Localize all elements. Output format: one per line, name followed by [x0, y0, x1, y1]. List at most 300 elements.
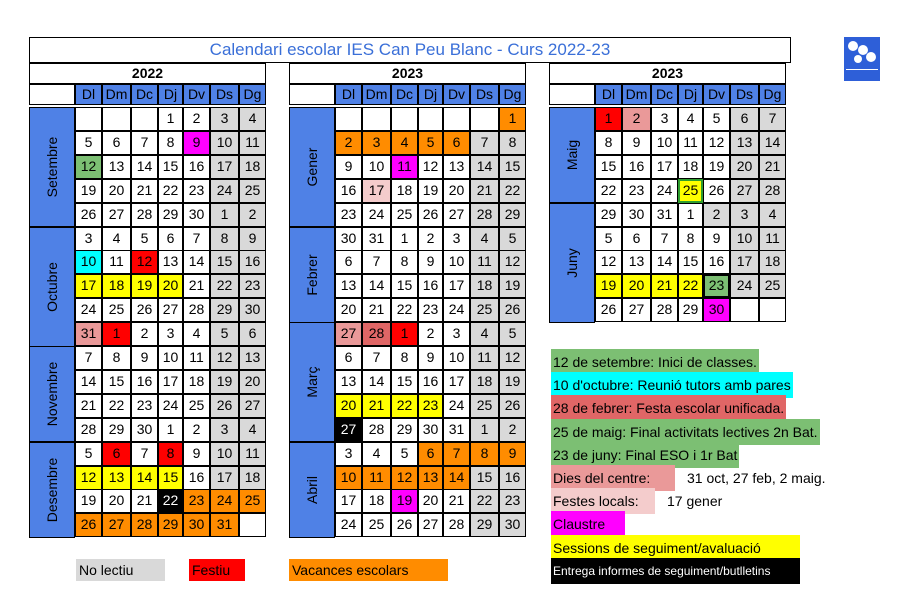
day-cell[interactable]: 16	[183, 155, 210, 179]
day-cell[interactable]: 14	[131, 466, 158, 490]
day-cell[interactable]: 22	[102, 394, 131, 418]
day-cell[interactable]: 21	[443, 489, 470, 513]
day-cell[interactable]: 15	[678, 250, 703, 274]
day-cell[interactable]: 4	[183, 322, 210, 346]
day-cell[interactable]: 5	[75, 442, 102, 466]
day-cell[interactable]: 30	[499, 513, 526, 537]
day-cell[interactable]: 16	[183, 466, 210, 490]
day-cell[interactable]: 26	[418, 203, 443, 227]
day-cell[interactable]: 25	[470, 298, 499, 322]
day-cell[interactable]: 19	[703, 155, 730, 179]
day-cell[interactable]: 22	[470, 489, 499, 513]
day-cell[interactable]: 17	[730, 250, 759, 274]
day-cell[interactable]: 11	[239, 442, 266, 466]
day-cell[interactable]: 2	[183, 418, 210, 442]
day-cell[interactable]: 24	[210, 489, 239, 513]
day-cell[interactable]: 31	[362, 227, 391, 251]
day-cell[interactable]: 26	[499, 394, 526, 418]
day-cell[interactable]: 2	[183, 107, 210, 131]
day-cell[interactable]: 23	[183, 489, 210, 513]
day-cell[interactable]: 26	[210, 394, 239, 418]
day-cell[interactable]: 10	[210, 442, 239, 466]
day-cell[interactable]: 27	[335, 418, 362, 442]
day-cell[interactable]: 16	[622, 155, 651, 179]
day-cell[interactable]: 24	[362, 203, 391, 227]
day-cell[interactable]: 27	[102, 513, 131, 537]
day-cell[interactable]: 17	[651, 155, 678, 179]
day-cell[interactable]: 2	[239, 203, 266, 227]
day-cell[interactable]: 20	[335, 298, 362, 322]
day-cell[interactable]: 19	[391, 489, 418, 513]
day-cell[interactable]: 7	[362, 346, 391, 370]
day-cell[interactable]: 3	[443, 227, 470, 251]
day-cell[interactable]: 12	[418, 155, 443, 179]
day-cell[interactable]: 20	[622, 274, 651, 298]
day-cell[interactable]: 1	[102, 322, 131, 346]
day-cell[interactable]: 14	[362, 274, 391, 298]
day-cell[interactable]: 25	[183, 394, 210, 418]
day-cell[interactable]: 16	[418, 274, 443, 298]
day-cell[interactable]: 29	[158, 513, 183, 537]
day-cell[interactable]: 11	[239, 131, 266, 155]
day-cell[interactable]: 23	[418, 394, 443, 418]
day-cell[interactable]: 10	[362, 155, 391, 179]
day-cell[interactable]: 10	[443, 250, 470, 274]
day-cell[interactable]: 15	[499, 155, 526, 179]
day-cell[interactable]: 19	[499, 274, 526, 298]
day-cell[interactable]: 7	[443, 442, 470, 466]
day-cell[interactable]: 9	[418, 250, 443, 274]
day-cell[interactable]: 28	[362, 418, 391, 442]
day-cell[interactable]: 10	[730, 227, 759, 251]
day-cell[interactable]: 30	[239, 298, 266, 322]
day-cell[interactable]: 17	[362, 179, 391, 203]
day-cell[interactable]: 6	[443, 131, 470, 155]
day-cell[interactable]: 22	[158, 489, 183, 513]
day-cell[interactable]: 20	[158, 274, 183, 298]
day-cell[interactable]: 18	[239, 155, 266, 179]
day-cell[interactable]: 18	[362, 489, 391, 513]
day-cell[interactable]: 11	[183, 346, 210, 370]
day-cell[interactable]: 8	[391, 250, 418, 274]
day-cell[interactable]: 14	[470, 155, 499, 179]
day-cell[interactable]: 28	[470, 203, 499, 227]
day-cell[interactable]: 7	[131, 442, 158, 466]
day-cell[interactable]: 6	[102, 131, 131, 155]
day-cell[interactable]: 27	[443, 203, 470, 227]
day-cell[interactable]: 22	[391, 394, 418, 418]
day-cell[interactable]: 16	[335, 179, 362, 203]
day-cell[interactable]: 11	[362, 466, 391, 490]
day-cell[interactable]: 13	[622, 250, 651, 274]
day-cell[interactable]: 28	[362, 322, 391, 346]
day-cell[interactable]: 14	[183, 250, 210, 274]
day-cell[interactable]: 9	[183, 131, 210, 155]
day-cell[interactable]: 19	[131, 274, 158, 298]
day-cell[interactable]: 1	[499, 107, 526, 131]
day-cell[interactable]: 28	[183, 298, 210, 322]
day-cell[interactable]: 17	[210, 466, 239, 490]
day-cell[interactable]: 19	[499, 370, 526, 394]
day-cell[interactable]: 17	[443, 274, 470, 298]
day-cell[interactable]: 30	[183, 513, 210, 537]
day-cell[interactable]: 27	[102, 203, 131, 227]
day-cell[interactable]: 29	[595, 203, 622, 227]
day-cell[interactable]: 23	[703, 274, 730, 298]
day-cell[interactable]: 6	[418, 442, 443, 466]
day-cell[interactable]: 5	[210, 322, 239, 346]
day-cell[interactable]: 7	[362, 250, 391, 274]
day-cell[interactable]: 12	[595, 250, 622, 274]
day-cell[interactable]: 2	[335, 131, 362, 155]
day-cell[interactable]: 23	[131, 394, 158, 418]
day-cell[interactable]: 8	[210, 227, 239, 251]
day-cell[interactable]: 2	[418, 227, 443, 251]
day-cell[interactable]: 4	[239, 107, 266, 131]
day-cell[interactable]: 15	[158, 466, 183, 490]
day-cell[interactable]: 5	[499, 322, 526, 346]
day-cell[interactable]: 20	[443, 179, 470, 203]
day-cell[interactable]: 15	[210, 250, 239, 274]
day-cell[interactable]: 16	[239, 250, 266, 274]
day-cell[interactable]: 2	[499, 418, 526, 442]
day-cell[interactable]: 11	[470, 346, 499, 370]
day-cell[interactable]: 25	[102, 298, 131, 322]
day-cell[interactable]: 24	[210, 179, 239, 203]
day-cell[interactable]: 10	[75, 250, 102, 274]
day-cell[interactable]: 30	[622, 203, 651, 227]
day-cell[interactable]: 8	[158, 131, 183, 155]
day-cell[interactable]: 16	[131, 370, 158, 394]
day-cell[interactable]: 25	[239, 489, 266, 513]
day-cell[interactable]: 26	[131, 298, 158, 322]
day-cell[interactable]: 30	[131, 418, 158, 442]
day-cell[interactable]: 12	[499, 250, 526, 274]
day-cell[interactable]: 6	[730, 107, 759, 131]
day-cell[interactable]: 10	[335, 466, 362, 490]
day-cell[interactable]: 16	[703, 250, 730, 274]
day-cell[interactable]: 21	[131, 489, 158, 513]
day-cell[interactable]: 4	[678, 107, 703, 131]
day-cell[interactable]: 20	[335, 394, 362, 418]
day-cell[interactable]: 4	[362, 442, 391, 466]
day-cell[interactable]: 4	[759, 203, 786, 227]
day-cell[interactable]: 12	[131, 250, 158, 274]
day-cell[interactable]: 20	[239, 370, 266, 394]
day-cell[interactable]: 9	[499, 442, 526, 466]
day-cell[interactable]: 19	[75, 179, 102, 203]
day-cell[interactable]: 8	[499, 131, 526, 155]
day-cell[interactable]: 22	[595, 179, 622, 203]
day-cell[interactable]: 18	[759, 250, 786, 274]
day-cell[interactable]: 21	[759, 155, 786, 179]
day-cell[interactable]	[335, 107, 362, 131]
day-cell[interactable]: 24	[75, 298, 102, 322]
day-cell[interactable]: 26	[703, 179, 730, 203]
day-cell[interactable]: 12	[75, 466, 102, 490]
day-cell[interactable]: 15	[158, 155, 183, 179]
day-cell[interactable]: 2	[703, 203, 730, 227]
day-cell[interactable]: 11	[102, 250, 131, 274]
day-cell[interactable]: 9	[183, 442, 210, 466]
day-cell[interactable]: 15	[391, 370, 418, 394]
day-cell[interactable]	[418, 107, 443, 131]
day-cell[interactable]: 1	[158, 418, 183, 442]
day-cell[interactable]: 3	[335, 442, 362, 466]
day-cell[interactable]: 14	[651, 250, 678, 274]
day-cell[interactable]: 13	[443, 155, 470, 179]
day-cell[interactable]: 2	[131, 322, 158, 346]
day-cell[interactable]	[391, 107, 418, 131]
day-cell[interactable]: 5	[418, 131, 443, 155]
day-cell[interactable]: 12	[391, 466, 418, 490]
day-cell[interactable]: 20	[418, 489, 443, 513]
day-cell[interactable]: 25	[239, 179, 266, 203]
day-cell[interactable]: 9	[418, 346, 443, 370]
day-cell[interactable]: 24	[651, 179, 678, 203]
day-cell[interactable]: 21	[362, 298, 391, 322]
day-cell[interactable]: 13	[335, 274, 362, 298]
day-cell[interactable]: 28	[443, 513, 470, 537]
day-cell[interactable]: 4	[102, 227, 131, 251]
day-cell[interactable]	[470, 107, 499, 131]
day-cell[interactable]: 18	[102, 274, 131, 298]
day-cell[interactable]: 5	[391, 442, 418, 466]
day-cell[interactable]: 5	[499, 227, 526, 251]
day-cell[interactable]: 24	[443, 394, 470, 418]
day-cell[interactable]: 12	[210, 346, 239, 370]
day-cell[interactable]: 21	[131, 179, 158, 203]
day-cell[interactable]: 5	[595, 227, 622, 251]
day-cell[interactable]: 10	[210, 131, 239, 155]
day-cell[interactable]: 25	[678, 179, 703, 203]
day-cell[interactable]: 26	[499, 298, 526, 322]
day-cell[interactable]: 25	[470, 394, 499, 418]
day-cell[interactable]	[443, 107, 470, 131]
day-cell[interactable]: 1	[595, 107, 622, 131]
day-cell[interactable]: 24	[158, 394, 183, 418]
day-cell[interactable]: 6	[335, 346, 362, 370]
day-cell[interactable]: 9	[703, 227, 730, 251]
day-cell[interactable]: 2	[418, 322, 443, 346]
day-cell[interactable]: 20	[102, 179, 131, 203]
day-cell[interactable]: 18	[239, 466, 266, 490]
day-cell[interactable]: 8	[678, 227, 703, 251]
day-cell[interactable]: 26	[391, 513, 418, 537]
day-cell[interactable]: 8	[102, 346, 131, 370]
day-cell[interactable]: 11	[678, 131, 703, 155]
day-cell[interactable]: 6	[335, 250, 362, 274]
day-cell[interactable]: 29	[470, 513, 499, 537]
day-cell[interactable]: 1	[210, 203, 239, 227]
day-cell[interactable]: 1	[470, 418, 499, 442]
day-cell[interactable]: 14	[443, 466, 470, 490]
day-cell[interactable]: 24	[335, 513, 362, 537]
day-cell[interactable]: 29	[678, 298, 703, 322]
day-cell[interactable]: 31	[210, 513, 239, 537]
day-cell[interactable]: 2	[622, 107, 651, 131]
day-cell[interactable]: 5	[131, 227, 158, 251]
day-cell[interactable]: 22	[158, 179, 183, 203]
day-cell[interactable]: 8	[158, 442, 183, 466]
day-cell[interactable]	[362, 107, 391, 131]
day-cell[interactable]: 7	[75, 346, 102, 370]
day-cell[interactable]: 28	[759, 179, 786, 203]
day-cell[interactable]: 25	[759, 274, 786, 298]
day-cell[interactable]: 10	[651, 131, 678, 155]
day-cell[interactable]: 13	[418, 466, 443, 490]
day-cell[interactable]: 29	[499, 203, 526, 227]
day-cell[interactable]: 13	[730, 131, 759, 155]
day-cell[interactable]: 26	[75, 513, 102, 537]
day-cell[interactable]: 27	[239, 394, 266, 418]
day-cell[interactable]: 21	[651, 274, 678, 298]
day-cell[interactable]: 16	[418, 370, 443, 394]
day-cell[interactable]: 18	[183, 370, 210, 394]
day-cell[interactable]: 8	[391, 346, 418, 370]
day-cell[interactable]: 13	[102, 155, 131, 179]
day-cell[interactable]: 31	[443, 418, 470, 442]
day-cell[interactable]: 6	[622, 227, 651, 251]
day-cell[interactable]: 28	[651, 298, 678, 322]
day-cell[interactable]: 23	[335, 203, 362, 227]
day-cell[interactable]: 4	[470, 227, 499, 251]
day-cell[interactable]: 12	[499, 346, 526, 370]
day-cell[interactable]: 23	[622, 179, 651, 203]
day-cell[interactable]: 14	[362, 370, 391, 394]
day-cell[interactable]: 27	[158, 298, 183, 322]
day-cell[interactable]: 9	[622, 131, 651, 155]
day-cell[interactable]: 28	[75, 418, 102, 442]
day-cell[interactable]: 3	[651, 107, 678, 131]
day-cell[interactable]: 15	[470, 466, 499, 490]
day-cell[interactable]: 25	[362, 513, 391, 537]
day-cell[interactable]: 18	[391, 179, 418, 203]
day-cell[interactable]: 4	[470, 322, 499, 346]
day-cell[interactable]	[730, 298, 759, 322]
day-cell[interactable]: 24	[443, 298, 470, 322]
day-cell[interactable]	[102, 107, 131, 131]
day-cell[interactable]: 15	[102, 370, 131, 394]
day-cell[interactable]: 22	[210, 274, 239, 298]
day-cell[interactable]: 23	[183, 179, 210, 203]
day-cell[interactable]: 9	[239, 227, 266, 251]
day-cell[interactable]: 5	[75, 131, 102, 155]
day-cell[interactable]: 16	[499, 466, 526, 490]
day-cell[interactable]: 21	[470, 179, 499, 203]
day-cell[interactable]: 13	[102, 466, 131, 490]
day-cell[interactable]: 1	[678, 203, 703, 227]
day-cell[interactable]: 26	[75, 203, 102, 227]
day-cell[interactable]: 24	[730, 274, 759, 298]
day-cell[interactable]	[759, 298, 786, 322]
day-cell[interactable]: 8	[470, 442, 499, 466]
day-cell[interactable]: 21	[75, 394, 102, 418]
day-cell[interactable]: 19	[418, 179, 443, 203]
day-cell[interactable]: 13	[239, 346, 266, 370]
day-cell[interactable]: 15	[391, 274, 418, 298]
day-cell[interactable]: 26	[595, 298, 622, 322]
day-cell[interactable]: 3	[362, 131, 391, 155]
day-cell[interactable]: 21	[362, 394, 391, 418]
day-cell[interactable]: 18	[678, 155, 703, 179]
day-cell[interactable]: 22	[678, 274, 703, 298]
day-cell[interactable]: 17	[443, 370, 470, 394]
day-cell[interactable]: 7	[651, 227, 678, 251]
day-cell[interactable]: 6	[239, 322, 266, 346]
day-cell[interactable]: 22	[391, 298, 418, 322]
day-cell[interactable]: 28	[131, 203, 158, 227]
day-cell[interactable]: 11	[759, 227, 786, 251]
day-cell[interactable]: 30	[183, 203, 210, 227]
day-cell[interactable]: 3	[443, 322, 470, 346]
day-cell[interactable]: 1	[391, 227, 418, 251]
day-cell[interactable]: 3	[210, 107, 239, 131]
day-cell[interactable]: 3	[730, 203, 759, 227]
day-cell[interactable]: 7	[131, 131, 158, 155]
day-cell[interactable]: 4	[239, 418, 266, 442]
day-cell[interactable]: 30	[335, 227, 362, 251]
day-cell[interactable]: 31	[75, 322, 102, 346]
day-cell[interactable]: 11	[470, 250, 499, 274]
day-cell[interactable]: 31	[651, 203, 678, 227]
day-cell[interactable]: 9	[131, 346, 158, 370]
day-cell[interactable]: 20	[102, 489, 131, 513]
day-cell[interactable]: 10	[443, 346, 470, 370]
day-cell[interactable]: 27	[418, 513, 443, 537]
day-cell[interactable]	[239, 513, 266, 537]
day-cell[interactable]: 3	[210, 418, 239, 442]
day-cell[interactable]: 17	[75, 274, 102, 298]
day-cell[interactable]: 27	[730, 179, 759, 203]
day-cell[interactable]: 30	[418, 418, 443, 442]
day-cell[interactable]: 29	[391, 418, 418, 442]
day-cell[interactable]: 19	[75, 489, 102, 513]
day-cell[interactable]: 12	[703, 131, 730, 155]
day-cell[interactable]: 29	[158, 203, 183, 227]
day-cell[interactable]: 14	[75, 370, 102, 394]
day-cell[interactable]: 3	[158, 322, 183, 346]
day-cell[interactable]: 17	[158, 370, 183, 394]
day-cell[interactable]: 12	[75, 155, 102, 179]
day-cell[interactable]: 19	[210, 370, 239, 394]
day-cell[interactable]: 11	[391, 155, 418, 179]
day-cell[interactable]: 5	[703, 107, 730, 131]
day-cell[interactable]: 19	[595, 274, 622, 298]
day-cell[interactable]: 18	[470, 274, 499, 298]
day-cell[interactable]: 14	[131, 155, 158, 179]
day-cell[interactable]: 17	[335, 489, 362, 513]
day-cell[interactable]	[75, 107, 102, 131]
day-cell[interactable]: 6	[102, 442, 131, 466]
day-cell[interactable]: 13	[335, 370, 362, 394]
day-cell[interactable]: 18	[470, 370, 499, 394]
day-cell[interactable]: 22	[499, 179, 526, 203]
day-cell[interactable]: 4	[391, 131, 418, 155]
day-cell[interactable]: 15	[595, 155, 622, 179]
day-cell[interactable]: 3	[75, 227, 102, 251]
day-cell[interactable]: 29	[210, 298, 239, 322]
day-cell[interactable]: 14	[759, 131, 786, 155]
day-cell[interactable]: 25	[391, 203, 418, 227]
day-cell[interactable]: 10	[158, 346, 183, 370]
day-cell[interactable]: 7	[759, 107, 786, 131]
day-cell[interactable]: 13	[158, 250, 183, 274]
day-cell[interactable]: 8	[595, 131, 622, 155]
day-cell[interactable]: 7	[470, 131, 499, 155]
day-cell[interactable]: 27	[622, 298, 651, 322]
day-cell[interactable]: 23	[239, 274, 266, 298]
